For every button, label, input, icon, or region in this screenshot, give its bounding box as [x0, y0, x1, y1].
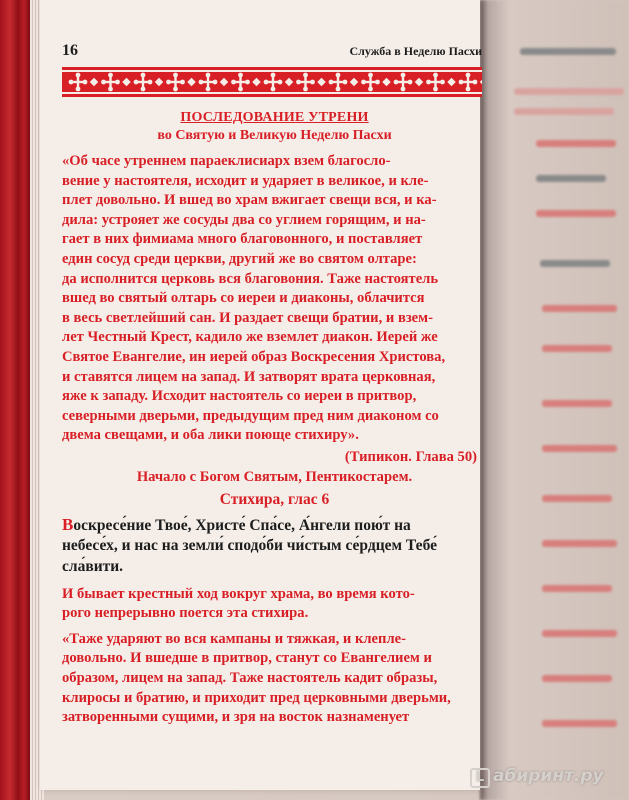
- closing-line: довольно. И вшедше в притвор, станут со Евангелием и: [62, 650, 432, 667]
- closing-line: клиросы и братию, и приходит пред церковными дверьми,: [62, 689, 451, 706]
- page-number: 16: [62, 42, 78, 59]
- watermark: [470, 766, 604, 788]
- closing-line: «Таже ударяют во вся кампаны и тяжкая, и клепле-: [62, 630, 406, 647]
- closing-rubric: [62, 630, 487, 728]
- source-note: (Типикон. Глава 50): [344, 448, 477, 465]
- right-page-blurred: [480, 0, 629, 800]
- rubric-line: в весь светлейший сан. И раздает свещи братии, и взем-: [62, 309, 433, 326]
- section-title: ПОСЛЕДОВАНИЕ УТРЕНИ: [180, 110, 369, 125]
- page-header: [62, 40, 482, 64]
- rubric-line: да исполнится церковь вся благовония. Таже настоятель: [62, 270, 439, 287]
- sticheron-line-text: сла́вити.: [62, 557, 124, 575]
- rubric-line: гает в них фимиама много благовонного, и поставляет: [62, 231, 423, 248]
- rubric-line: Святое Евангелие, ин иерей образ Воскресения Христова,: [62, 348, 446, 365]
- opening-rubric: [62, 152, 487, 446]
- rubric-line: яже к западу. Исходит настоятель со иереи в притвор,: [62, 388, 417, 405]
- rubric-line: лет Честный Крест, кадило же вземлет диакон. Иерей же: [62, 329, 438, 346]
- sticheron-line: [62, 535, 487, 556]
- cross-band-ornament-icon: [62, 67, 482, 97]
- sticheron-line: [62, 514, 487, 535]
- rubric-line: дила: устрояет же сосуды два со углием горящим, и на-: [62, 211, 426, 228]
- beginning-line: Начало с Богом Святым, Пентикостарем.: [136, 468, 413, 485]
- procession-rubric: [62, 585, 487, 624]
- sticheron-text: [62, 514, 487, 577]
- rubric-line: вение у настоятеля, исходит и ударяет в великое, и кле-: [62, 172, 429, 189]
- rubric-line: един сосуд среди церкви, другий же во святом олтаре:: [62, 250, 417, 267]
- running-title: Служба в Неделю Пасхи: [349, 44, 482, 58]
- rubric-line: северными дверьми, предыдущим пред ним диаконом со: [62, 407, 439, 424]
- sticheron-line-text: оскресе́ние Твое́, Христе́ Спа́се, А́нгели пою́т на: [73, 516, 411, 534]
- procession-line: рого непрерывно поется эта стихира.: [62, 605, 309, 622]
- closing-line: затворенными сущими, и зря на восток назнаменует: [62, 709, 410, 726]
- sticheron-heading: Стихира, глас 6: [219, 491, 330, 509]
- dropcap: В: [62, 514, 74, 534]
- rubric-line: и ставятся лицем на запад. И затворят врата церковная,: [62, 368, 436, 385]
- rubric-line: плет довольно. И вшед во храм вжигает свещи вся, и ка-: [62, 192, 437, 209]
- sticheron-line-text: небесе́х, и нас на земли́ сподо́би чи́стым се́рдцем Тебе́: [62, 536, 437, 554]
- rubric-line: двема свещами, и оба лики поюще стихиру».: [62, 427, 359, 444]
- rubric-line: вшед во святый олтарь со иереи и диаконы, облачится: [62, 290, 425, 307]
- closing-line: образом, лицем на запад. Таже настоятель кадит образы,: [62, 670, 438, 687]
- watermark-badge-icon: L: [470, 768, 490, 788]
- procession-line: И бывает крестный ход вокруг храма, во время кото-: [62, 585, 415, 602]
- page-body: [62, 110, 487, 728]
- rubric-line: «Об часе утреннем параеклисиарх взем благосло-: [62, 153, 391, 169]
- watermark-text: абиринт.ру: [493, 766, 604, 786]
- sticheron-line: [62, 556, 487, 577]
- section-subtitle: во Святую и Великую Неделю Пасхи: [157, 128, 392, 143]
